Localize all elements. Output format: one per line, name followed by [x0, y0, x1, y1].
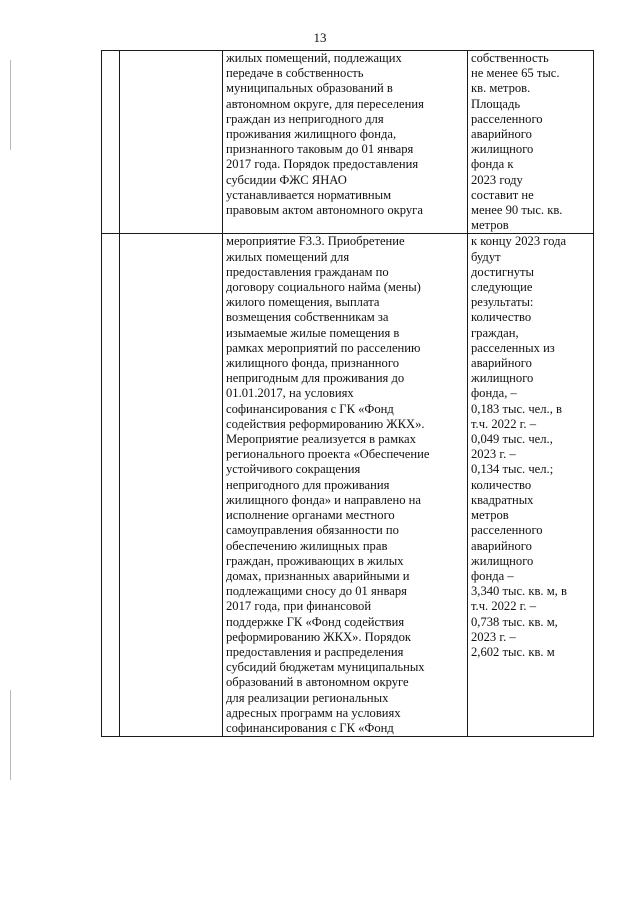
description-cell: мероприятие F3.3. Приобретение жилых помещений для предоставления гражданам по договору социального найма (мены) жилого помещения, выплата возмещения собственникам за изымаемые жилые помещения в рамках мероприятий по расселению жилищного фонда, признанного непригодным для проживания до 01.01.2017, на условиях софинансирования с ГК «Фонд содействия реформированию ЖКХ». Мероприятие реализуется в рамках регионального проекта «Обеспечение устойчивого сокращения непригодного для проживания жилищного фонда» и направлено на исполнение органами местного самоуправления обязанности по обеспечению жилищных прав граждан, проживающих в жилых домах, признанных аварийными и подлежащими сносу до 01 января 2017 года, при финансовой поддержке ГК «Фонд содействия реформированию ЖКХ». Порядок предоставления и распределения субсидий бюджетам муниципальных образований в автономном округе для реализации региональных адресных программ на условиях софинансирования с ГК «Фонд: [223, 234, 468, 737]
scan-edge-mark: [10, 60, 11, 150]
page-number: 13: [313, 30, 327, 45]
description-cell: жилых помещений, подлежащих передаче в собственность муниципальных образований в автономном округе, для переселения граждан из непригодного для проживания жилищного фонда, признанного таковым до 01 января 2017 года. Порядок предоставления субсидии ФЖС ЯНАО устанавливается нормативным правовым актом автономного округа: [223, 51, 468, 234]
table-row: [102, 51, 594, 234]
empty-cell: [120, 234, 223, 737]
empty-cell: [102, 51, 120, 234]
empty-cell: [102, 234, 120, 737]
scan-edge-mark: [10, 690, 11, 780]
empty-cell: [120, 51, 223, 234]
result-cell: к концу 2023 года будут достигнуты следующие результаты: количество граждан, расселенных из аварийного жилищного фонда, – 0,183 тыс. чел., в т.ч. 2022 г. – 0,049 тыс. чел., 2023 г. – 0,134 тыс. чел.; количество квадратных метров расселенного аварийного жилищного фонда – 3,340 тыс. кв. м, в т.ч. 2022 г. – 0,738 тыс. кв. м, 2023 г. – 2,602 тыс. кв. м: [468, 234, 594, 737]
result-cell: собственность не менее 65 тыс. кв. метров. Площадь расселенного аварийного жилищного фонда к 2023 году составит не менее 90 тыс. кв. метров: [468, 51, 594, 234]
table-row: [102, 234, 594, 737]
program-table: [101, 50, 594, 737]
